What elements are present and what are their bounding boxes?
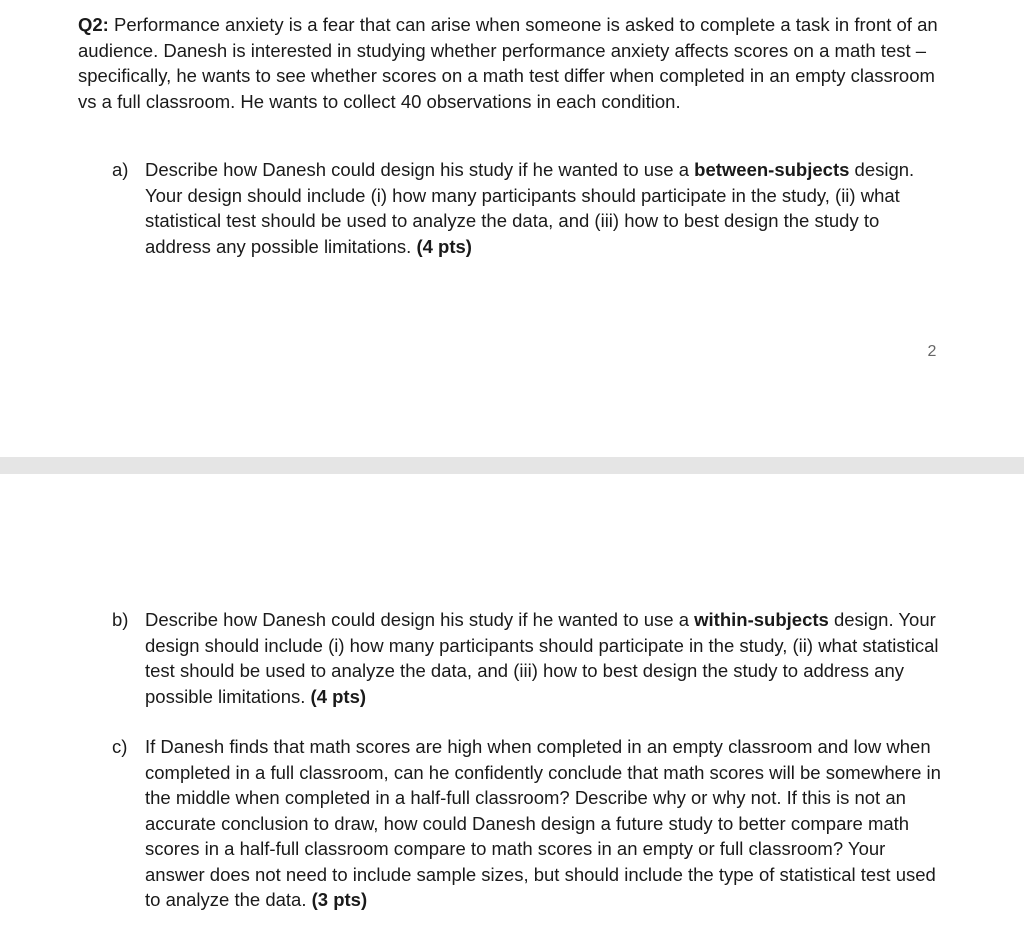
document-page-2 bbox=[0, 474, 1024, 929]
part-a-text-after: design. Your design should include (i) how many participants should participate in the study, (ii) what statistical test should be used to analyze the data, and (iii) how to best design the study to address any possible limitations. bbox=[145, 159, 915, 257]
part-a-marker: a) bbox=[112, 159, 129, 180]
part-a-text-before: Describe how Danesh could design his study if he wanted to use a bbox=[145, 159, 695, 180]
part-c-body bbox=[145, 734, 945, 913]
part-b-body bbox=[145, 607, 945, 709]
part-a-points: (4 pts) bbox=[416, 235, 472, 257]
part-a-bold-term: between-subjects bbox=[694, 159, 850, 180]
part-c-text: If Danesh finds that math scores are high when completed in an empty classroom and low when completed in a full classroom, can he confidently conclude that math scores will be somewhere in the middle when completed in a half-full classroom? Describe why or why not. If this is not an accurate conclusion to draw, how could Danesh design a future study to better compare math scores in a half-full classroom compare to math scores in an empty or full classroom? Your answer does not need to include sample sizes, but should include the type of statistical test used to analyze the data. bbox=[145, 736, 941, 910]
part-b-bold-term: within-subjects bbox=[694, 609, 829, 630]
part-b-points: (4 pts) bbox=[310, 685, 367, 707]
document-page-1 bbox=[0, 0, 1024, 457]
question-intro bbox=[78, 12, 958, 114]
question-label: Q2: bbox=[78, 14, 109, 35]
question-text: Performance anxiety is a fear that can arise when someone is asked to complete a task in front of an audience. Danesh is interested in studying whether performance anxiety affects scores on a math test – specifically, he wants to see whether scores on a math test differ when completed in an empty classroom vs a full classroom. He wants to collect 40 observations in each condition. bbox=[78, 14, 938, 112]
page-separator bbox=[0, 457, 1024, 474]
part-b-marker: b) bbox=[112, 609, 129, 630]
part-c-points: (3 pts) bbox=[311, 889, 368, 910]
part-b-text-before: Describe how Danesh could design his study if he wanted to use a bbox=[145, 609, 695, 630]
part-b-text-after: design. Your design should include (i) how many participants should participate in the study, (ii) what statistical test should be used to analyze the data, and (iii) how to best design the study to address any possible limitations. bbox=[145, 609, 939, 707]
part-a-body bbox=[145, 157, 945, 259]
page-number: 2 bbox=[927, 343, 937, 360]
part-c-marker: c) bbox=[112, 736, 128, 757]
